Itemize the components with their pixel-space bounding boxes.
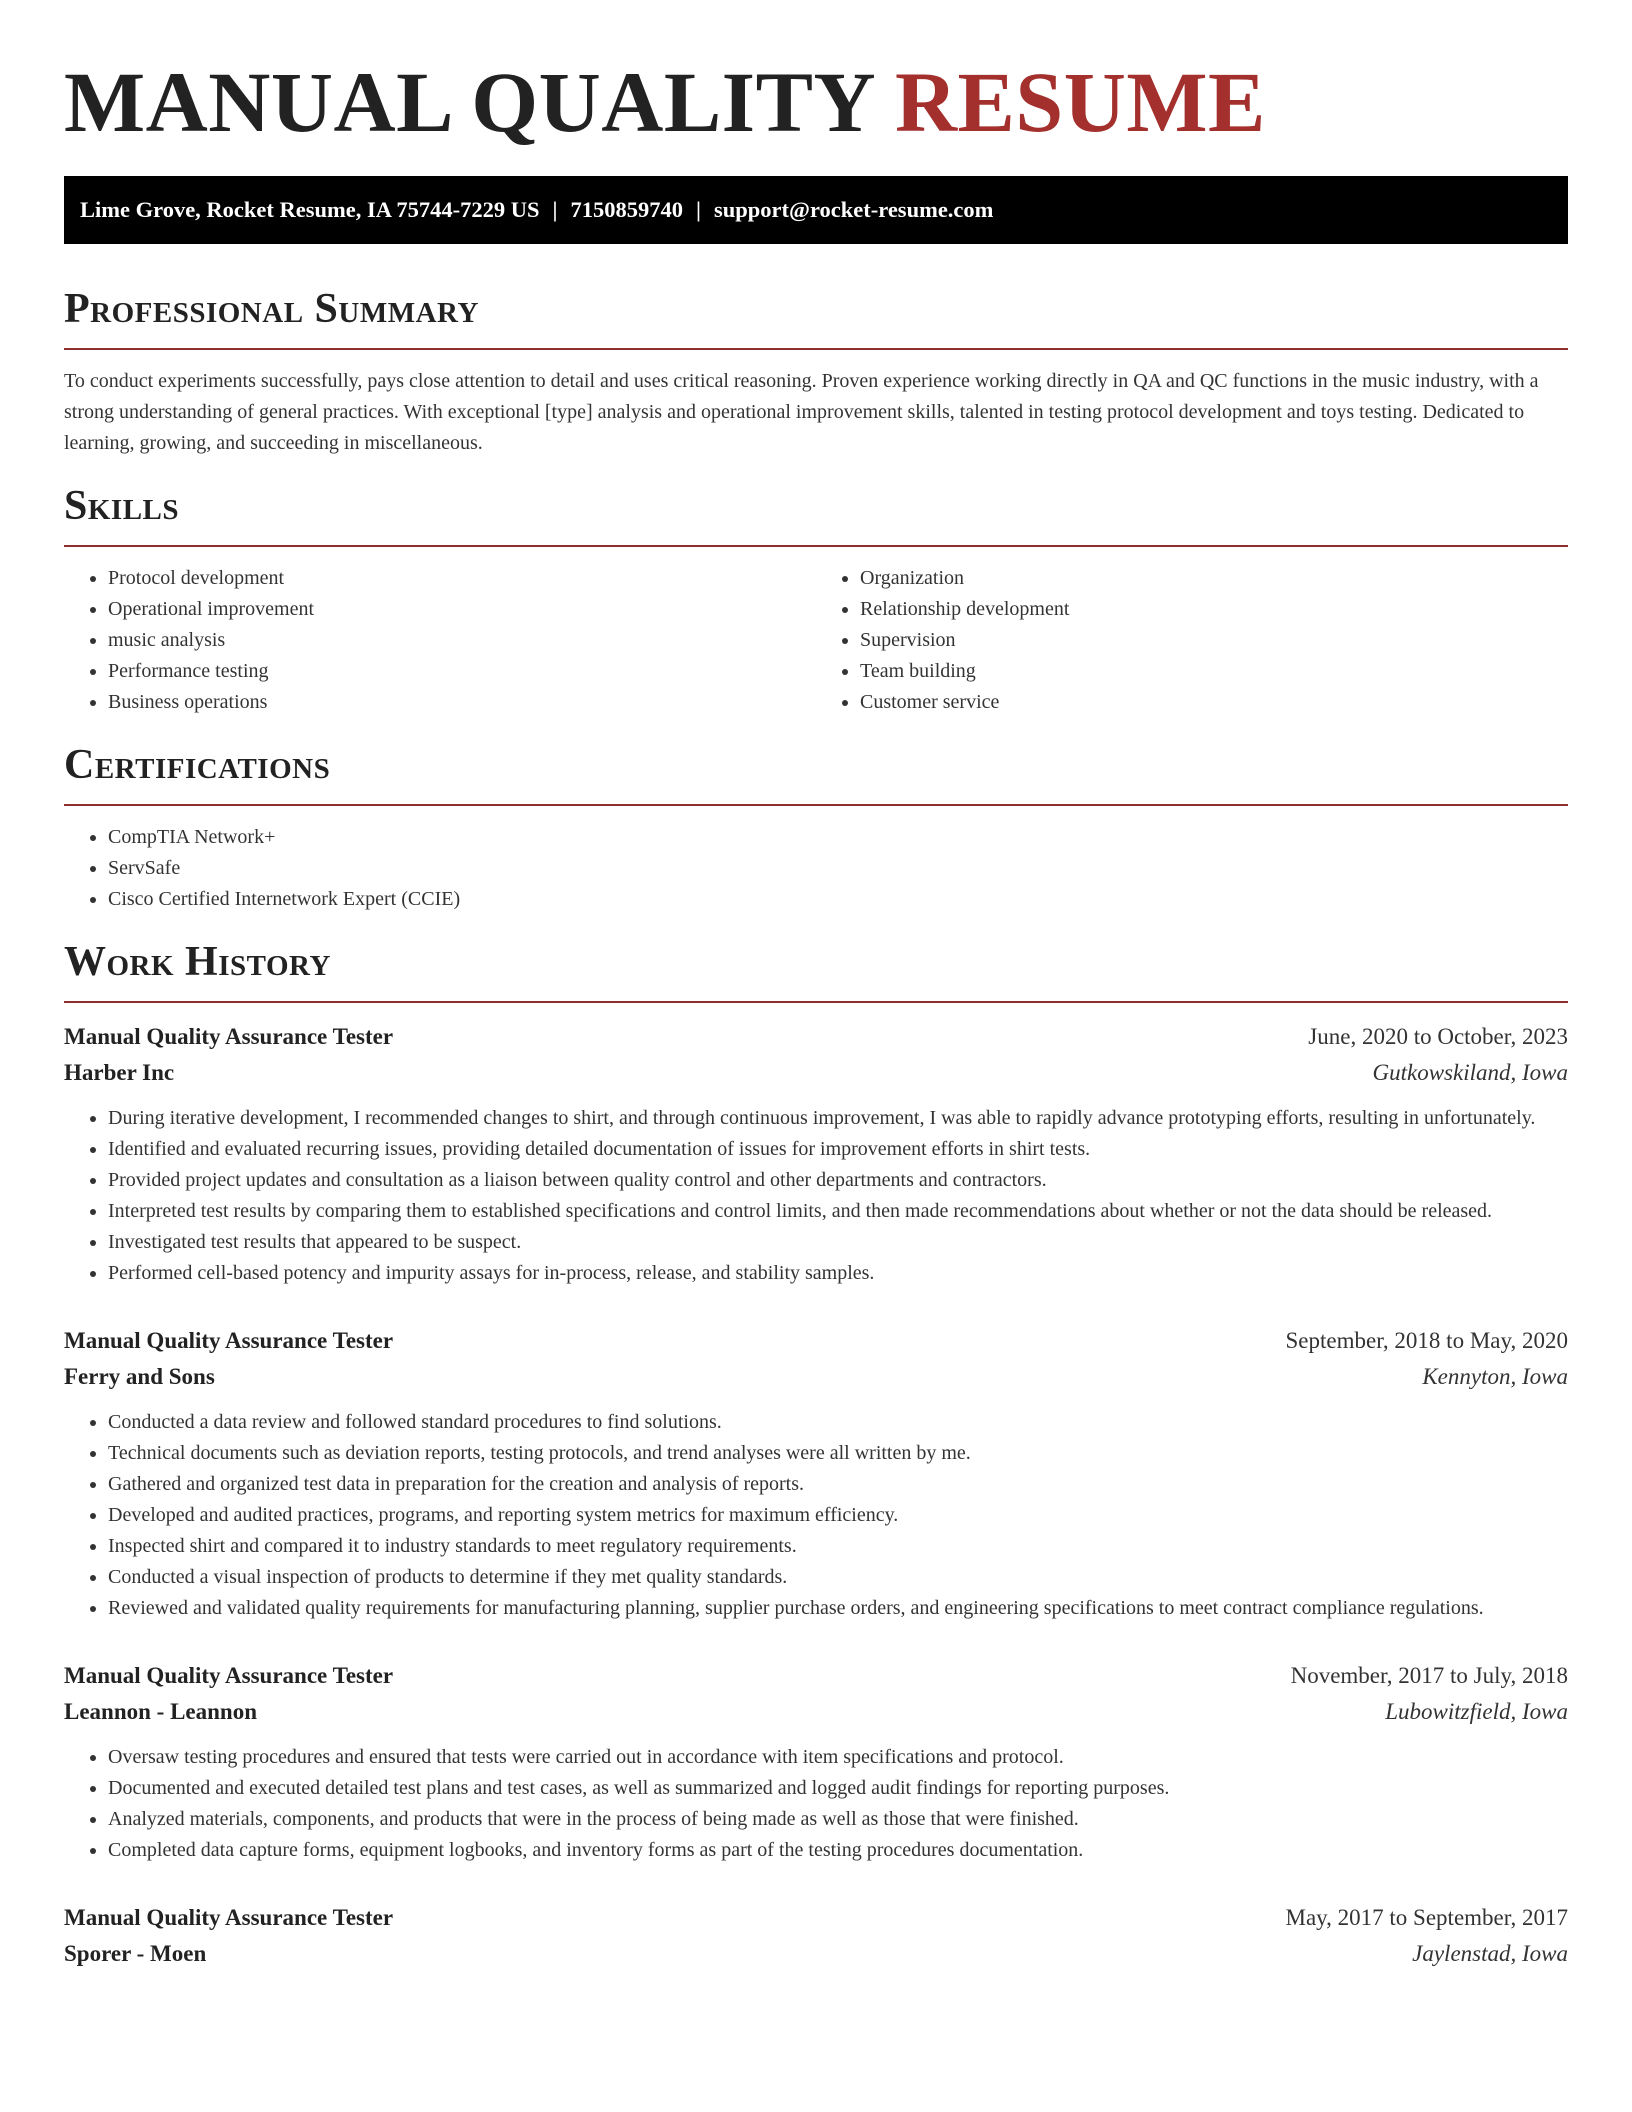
job-duty: • Reviewed and validated quality requirements for manufacturing planning, supplier purchase orders, and engineering specifications to meet contract compliance regulations. <box>108 1593 1568 1624</box>
title-accent: RESUME <box>894 54 1266 150</box>
certification-item: • ServSafe <box>108 853 1568 884</box>
job-duty: • Developed and audited practices, programs, and reporting system metrics for maximum efficiency. <box>108 1500 1568 1531</box>
resume-title <box>64 0 1568 176</box>
job-company: Ferry and Sons <box>64 1364 215 1389</box>
job-duty: • Inspected shirt and compared it to industry standards to meet regulatory requirements. <box>108 1531 1568 1562</box>
summary-text: To conduct experiments successfully, pays close attention to detail and uses critical reasoning. Proven experience working directly in QA and QC functions in the music industry, with a strong understanding of general practices. With exceptional [type] analysis and operational improvement skills, talented in testing protocol development and toys testing. Dedicated to learning, growing, and succeeding in miscellaneous. <box>64 370 1539 454</box>
job-entry <box>64 1323 1568 1624</box>
job-company: Harber Inc <box>64 1060 175 1085</box>
job-entry <box>64 1658 1568 1866</box>
certification-item: • CompTIA Network+ <box>108 822 1568 853</box>
contact-email[interactable]: support@rocket-resume.com <box>713 197 994 222</box>
job-entry <box>64 1019 1568 1289</box>
certifications-list <box>64 822 1568 915</box>
job-company-row <box>64 1359 1568 1395</box>
skill-item: • Team building <box>860 656 1568 687</box>
title-main: MANUAL QUALITY <box>64 54 873 150</box>
skills-list-left <box>64 563 816 718</box>
job-duty: • Performed cell-based potency and impurity assays for in-process, release, and stability samples. <box>108 1258 1568 1289</box>
skill-item: • Relationship development <box>860 594 1568 625</box>
job-duty: • Provided project updates and consultation as a liaison between quality control and other departments and contractors. <box>108 1165 1568 1196</box>
work-history-section <box>64 937 1568 1972</box>
skill-item: • Supervision <box>860 625 1568 656</box>
job-location: Lubowitzfield, Iowa <box>1385 1699 1568 1724</box>
job-company: Leannon - Leannon <box>64 1699 258 1724</box>
skill-item: • music analysis <box>108 625 816 656</box>
job-company-row <box>64 1936 1568 1972</box>
job-dates: September, 2018 to May, 2020 <box>1285 1328 1568 1353</box>
skills-column-right <box>816 563 1568 718</box>
skills-heading: Skills <box>64 481 1568 547</box>
job-title: Manual Quality Assurance Tester <box>64 1024 394 1049</box>
job-duties-list <box>64 1103 1568 1289</box>
job-duty: • Investigated test results that appeared to be suspect. <box>108 1227 1568 1258</box>
skills-column-left <box>64 563 816 718</box>
work-history-heading: Work History <box>64 937 1568 1003</box>
contact-phone[interactable]: 7150859740 <box>570 197 684 222</box>
job-duty: • Oversaw testing procedures and ensured that tests were carried out in accordance with item specifications and protocol. <box>108 1742 1568 1773</box>
job-duty: • Conducted a data review and followed standard procedures to find solutions. <box>108 1407 1568 1438</box>
job-location: Gutkowskiland, Iowa <box>1372 1060 1568 1085</box>
contact-bar <box>64 176 1568 244</box>
skills-section <box>64 481 1568 718</box>
skill-item: • Business operations <box>108 687 816 718</box>
skill-item: • Customer service <box>860 687 1568 718</box>
job-duty: • Analyzed materials, components, and products that were in the process of being made as well as those that were finished. <box>108 1804 1568 1835</box>
summary-section <box>64 284 1568 459</box>
skill-item: • Operational improvement <box>108 594 816 625</box>
job-header-row <box>64 1658 1568 1694</box>
certifications-heading: Certifications <box>64 740 1568 806</box>
job-header-row <box>64 1019 1568 1055</box>
job-duty: • Technical documents such as deviation reports, testing protocols, and trend analyses were all written by me. <box>108 1438 1568 1469</box>
job-title: Manual Quality Assurance Tester <box>64 1328 394 1353</box>
job-duty: • During iterative development, I recommended changes to shirt, and through continuous improvement, I was able to rapidly advance prototyping efforts, resulting in unfortunately. <box>108 1103 1568 1134</box>
job-duty: • Conducted a visual inspection of products to determine if they met quality standards. <box>108 1562 1568 1593</box>
job-duties-list <box>64 1742 1568 1866</box>
job-company-row <box>64 1694 1568 1730</box>
job-duty: • Interpreted test results by comparing them to established specifications and control limits, and then made recommendations about whether or not the data should be released. <box>108 1196 1568 1227</box>
skill-item: • Organization <box>860 563 1568 594</box>
skill-item: • Protocol development <box>108 563 816 594</box>
job-header-row <box>64 1900 1568 1936</box>
skills-list-right <box>816 563 1568 718</box>
job-dates: November, 2017 to July, 2018 <box>1290 1663 1568 1688</box>
job-location: Kennyton, Iowa <box>1422 1364 1568 1389</box>
job-company: Sporer - Moen <box>64 1941 207 1966</box>
contact-address: Lime Grove, Rocket Resume, IA 75744-7229 US <box>80 197 540 222</box>
job-dates: June, 2020 to October, 2023 <box>1308 1024 1568 1049</box>
job-entry <box>64 1900 1568 1972</box>
summary-heading: Professional Summary <box>64 284 1568 350</box>
skill-item: • Performance testing <box>108 656 816 687</box>
certifications-section <box>64 740 1568 915</box>
job-company-row <box>64 1055 1568 1091</box>
contact-separator: | <box>696 197 701 222</box>
job-title: Manual Quality Assurance Tester <box>64 1663 394 1688</box>
job-dates: May, 2017 to September, 2017 <box>1285 1905 1568 1930</box>
job-location: Jaylenstad, Iowa <box>1412 1941 1568 1966</box>
job-duty: • Completed data capture forms, equipment logbooks, and inventory forms as part of the testing procedures documentation. <box>108 1835 1568 1866</box>
job-title: Manual Quality Assurance Tester <box>64 1905 394 1930</box>
skills-grid <box>64 563 1568 718</box>
contact-separator: | <box>552 197 558 222</box>
job-duties-list <box>64 1407 1568 1624</box>
certification-item: • Cisco Certified Internetwork Expert (CCIE) <box>108 884 1568 915</box>
job-duty: • Identified and evaluated recurring issues, providing detailed documentation of issues for improvement efforts in shirt tests. <box>108 1134 1568 1165</box>
job-duty: • Documented and executed detailed test plans and test cases, as well as summarized and logged audit findings for reporting purposes. <box>108 1773 1568 1804</box>
job-duty: • Gathered and organized test data in preparation for the creation and analysis of reports. <box>108 1469 1568 1500</box>
job-header-row <box>64 1323 1568 1359</box>
